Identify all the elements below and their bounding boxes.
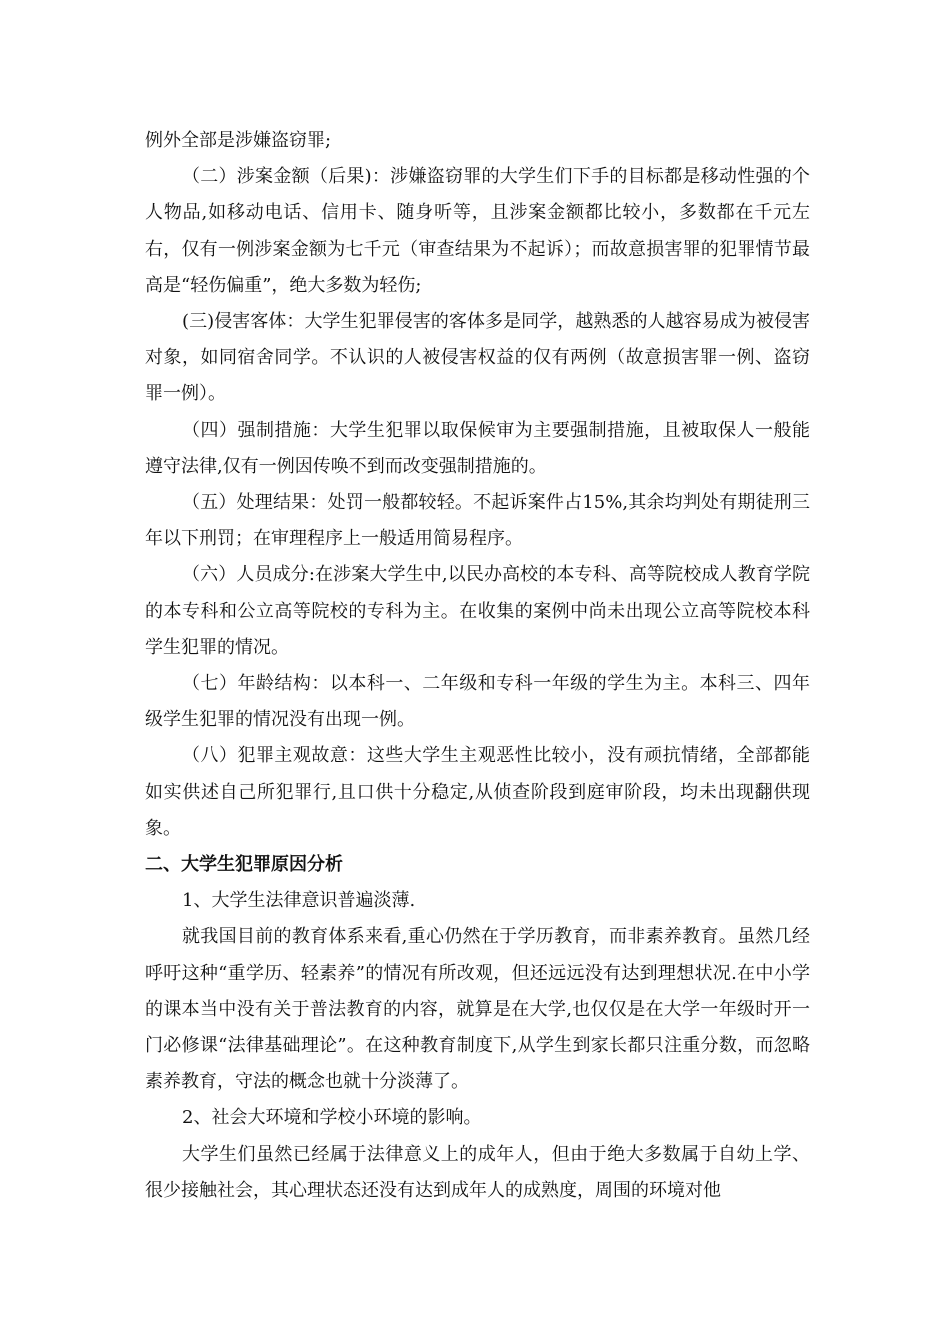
paragraph-environment: 大学生们虽然已经属于法律意义上的成年人，但由于绝大多数属于自幼上学、很少接触社会，其心理状态还没有达到成年人的成熟度，周围的环境对他 [145, 1143, 810, 1201]
paragraph-victim-object: (三)侵害客体：大学生犯罪侵害的客体多是同学，越熟悉的人越容易成为被侵害对象，如同宿舍同学。不认识的人被侵害权益的仅有两例（故意损害罪一例、盗窃罪一例）。 [145, 311, 810, 405]
paragraph-coercive-measures: （四）强制措施：大学生犯罪以取保候审为主要强制措施，且被取保人一般能遵守法律,仅有一例因传唤不到而改变强制措施的。 [145, 419, 810, 477]
paragraph-age-structure: （七）年龄结构：以本科一、二年级和专科一年级的学生为主。本科三、四年级学生犯罪的情况没有出现一例。 [145, 673, 810, 731]
subheading-environment: 2、社会大环境和学校小环境的影响。 [182, 1107, 482, 1129]
document-body [145, 123, 810, 1209]
paragraph-subjective-intent: （八）犯罪主观故意：这些大学生主观恶性比较小，没有顽抗情绪，全部都能如实供述自己所犯罪行,且口供十分稳定,从侦查阶段到庭审阶段，均未出现翻供现象。 [145, 745, 810, 839]
paragraph-education-system: 就我国目前的教育体系来看,重心仍然在于学历教育，而非素养教育。虽然几经呼吁这种“重学历、轻素养”的情况有所改观，但还远远没有达到理想状况.在中小学的课本当中没有关于普法教育的内容，就算是在大学,也仅仅是在大学一年级时开一门必修课“法律基础理论”。在这种教育制度下,从学生到家长都只注重分数，而忽略素养教育，守法的概念也就十分淡薄了。 [145, 926, 810, 1093]
paragraph-case-amount: （二）涉案金额（后果)：涉嫌盗窃罪的大学生们下手的目标都是移动性强的个人物品,如移动电话、信用卡、随身听等，且涉案金额都比较小，多数都在千元左右，仅有一例涉案金额为七千元（审查结果为不起诉）；而故意损害罪的犯罪情节最高是“轻伤偏重”，绝大多数为轻伤; [145, 166, 810, 296]
paragraph-personnel-composition: （六）人员成分:在涉案大学生中,以民办高校的本专科、高等院校成人教育学院的本专科和公立高等院校的专科为主。在收集的案例中尚未出现公立高等院校本科学生犯罪的情况。 [145, 564, 810, 658]
subheading-legal-awareness: 1、大学生法律意识普遍淡薄. [182, 890, 416, 912]
paragraph-handling-results: （五）处理结果：处罚一般都较轻。不起诉案件占15%,其余均判处有期徒刑三年以下刑罚；在审理程序上一般适用简易程序。 [145, 492, 810, 550]
section-heading: 二、大学生犯罪原因分析 [145, 854, 343, 876]
paragraph-continuation: 例外全部是涉嫌盗窃罪; [145, 130, 332, 151]
